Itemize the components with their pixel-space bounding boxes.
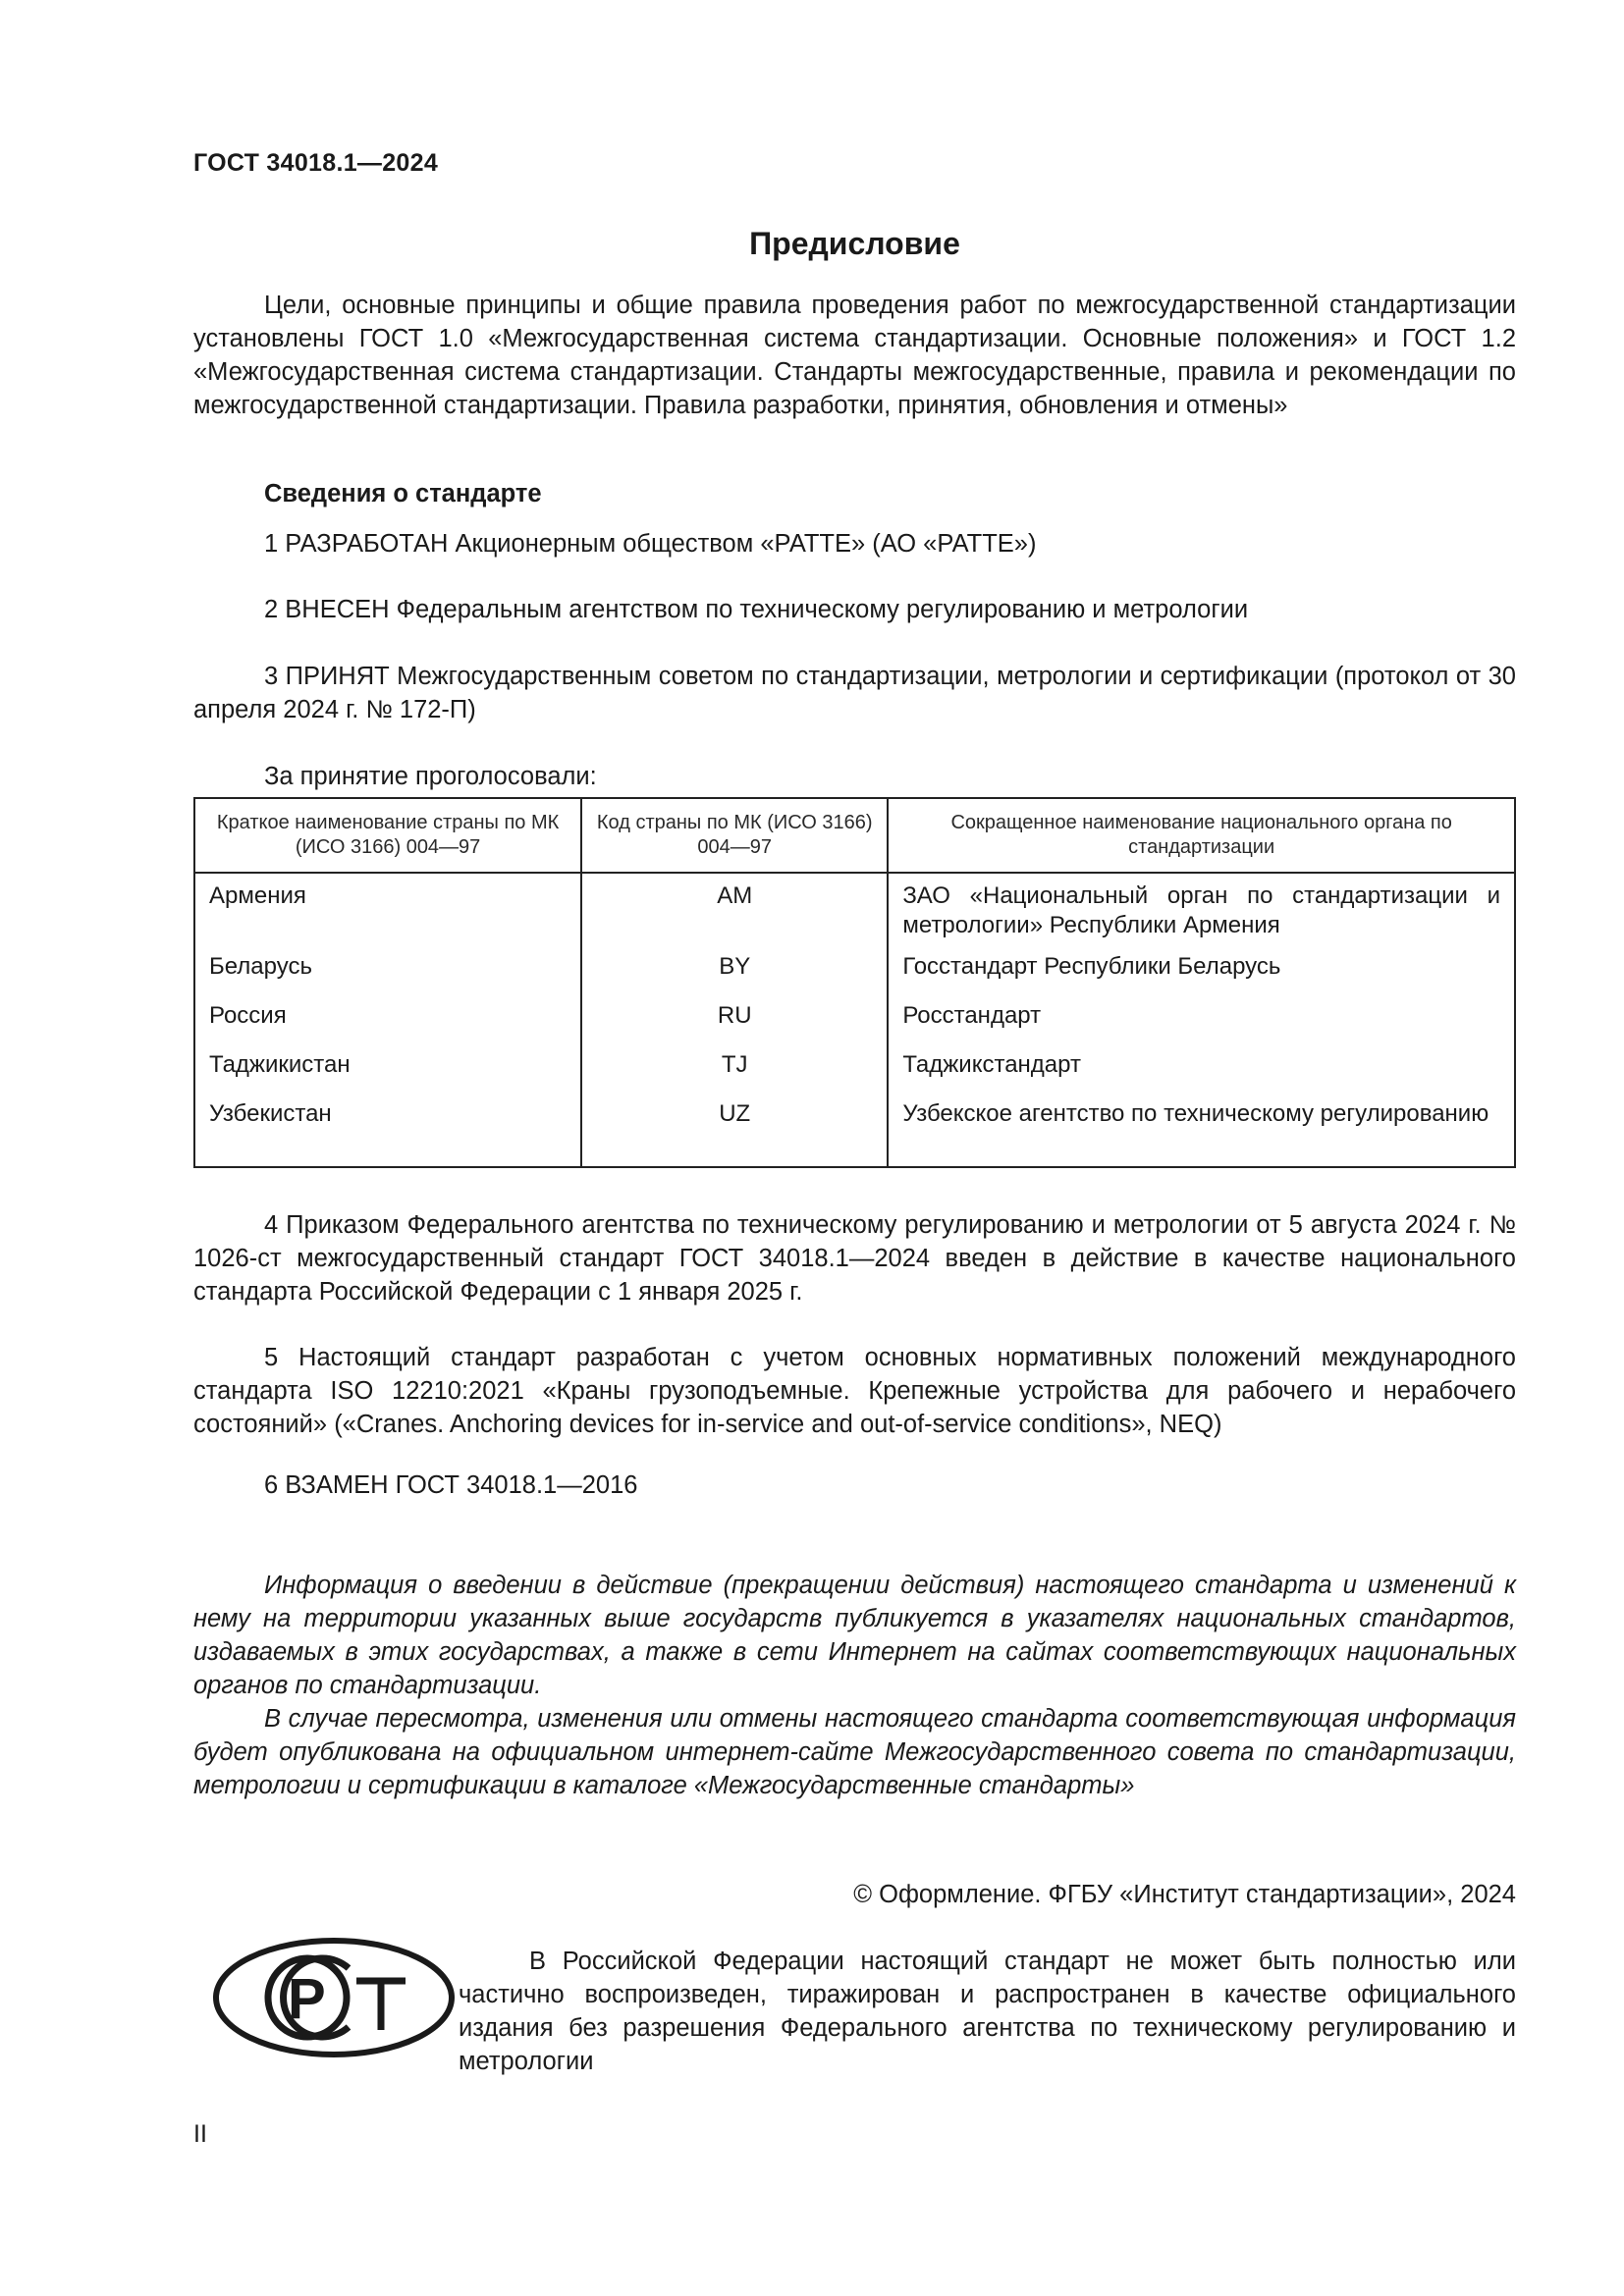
cell-body: ЗАО «Национальный орган по стандартизации и метрологии» Республики Армения	[888, 873, 1515, 952]
cell-body: Росстандарт	[888, 1001, 1515, 1050]
intro-paragraph: Цели, основные принципы и общие правила проведения работ по межгосударственной стандартизации установлены ГОСТ 1.0 «Межгосударственная система стандартизации. Основные положения» и ГОСТ 1.2 «Межгосударственная система стандартизации. Стандарты межгосударственные, правила и рекомендации по межгосударственной стандартизации. Правила разработки, принятия, обновления и отмены»	[193, 292, 1516, 419]
item-5: 5 Настоящий стандарт разработан с учетом основных нормативных положений международного стандарта ISO 12210:2021 «Краны грузоподъемные. Крепежные устройства для рабочего и нерабочего состояний» («Cranes. Anchoring devices for in-service and out-of-service conditions», NEQ)	[193, 1344, 1516, 1438]
copyright-line: © Оформление. ФГБУ «Институт стандартизации», 2024	[853, 1881, 1516, 1908]
item-3: 3 ПРИНЯТ Межгосударственным советом по стандартизации, метрологии и сертификации (протокол от 30 апреля 2024 г. № 172-П)	[193, 663, 1516, 723]
cell-country: Россия	[194, 1001, 581, 1050]
table-row	[194, 1099, 1515, 1167]
document-code: ГОСТ 34018.1—2024	[193, 149, 439, 177]
info-heading: Сведения о стандарте	[264, 480, 542, 507]
cell-body: Узбекское агентство по техническому регулированию	[888, 1099, 1515, 1167]
cell-country: Узбекистан	[194, 1099, 581, 1167]
cell-code: UZ	[581, 1099, 888, 1167]
note-revision: В случае пересмотра, изменения или отмены настоящего стандарта соответствующая информация будет опубликована на официальном интернет-сайте Межгосударственного совета по стандартизации, метрологии и сертификации в каталоге «Межгосударственные стандарты»	[193, 1705, 1516, 1799]
item-1: 1 РАЗРАБОТАН Акционерным обществом «РАТТЕ» (АО «РАТТЕ»)	[264, 530, 1037, 558]
note-publication: Информация о введении в действие (прекращении действия) настоящего стандарта и изменений к нему на территории указанных выше государств публикуется в указателях национальных стандартов, издаваемых в этих государствах, а также в сети Интернет на сайтах соответствующих национальных органов по стандартизации.	[193, 1572, 1516, 1699]
copyright-notice: В Российской Федерации настоящий стандарт не может быть полностью или частично воспроизведен, тиражирован и распространен в качестве официального издания без разрешения Федерального агентства по техническому регулированию и метрологии	[459, 1948, 1516, 2075]
cell-code: RU	[581, 1001, 888, 1050]
cell-body: Таджикстандарт	[888, 1050, 1515, 1099]
table-row	[194, 952, 1515, 1001]
item-2: 2 ВНЕСЕН Федеральным агентством по техническому регулированию и метрологии	[264, 596, 1249, 623]
cell-code: BY	[581, 952, 888, 1001]
header-body: Сокращенное наименование национального органа по стандартизации	[888, 798, 1515, 873]
cell-code: TJ	[581, 1050, 888, 1099]
svg-text:Р: Р	[288, 1967, 326, 2031]
item-6: 6 ВЗАМЕН ГОСТ 34018.1—2016	[264, 1471, 638, 1499]
header-country: Краткое наименование страны по МК (ИСО 3166) 004—97	[194, 798, 581, 873]
table-header-row	[194, 798, 1515, 873]
rst-certification-mark-icon	[211, 1934, 457, 2061]
cell-country: Таджикистан	[194, 1050, 581, 1099]
page-number: II	[193, 2120, 207, 2148]
item-4: 4 Приказом Федерального агентства по техническому регулированию и метрологии от 5 августа 2024 г. № 1026-ст межгосударственный стандарт ГОСТ 34018.1—2024 введен в действие в качестве национального стандарта Российской Федерации с 1 января 2025 г.	[193, 1211, 1516, 1306]
table-row	[194, 1050, 1515, 1099]
voters-table	[193, 797, 1516, 1168]
header-code: Код страны по МК (ИСО 3166) 004—97	[581, 798, 888, 873]
cell-code: AM	[581, 873, 888, 952]
page-title: Предисловие	[749, 226, 960, 261]
table-row	[194, 873, 1515, 952]
cell-body: Госстандарт Республики Беларусь	[888, 952, 1515, 1001]
cell-country: Армения	[194, 873, 581, 952]
table-row	[194, 1001, 1515, 1050]
cell-country: Беларусь	[194, 952, 581, 1001]
voted-label: За принятие проголосовали:	[264, 763, 597, 790]
